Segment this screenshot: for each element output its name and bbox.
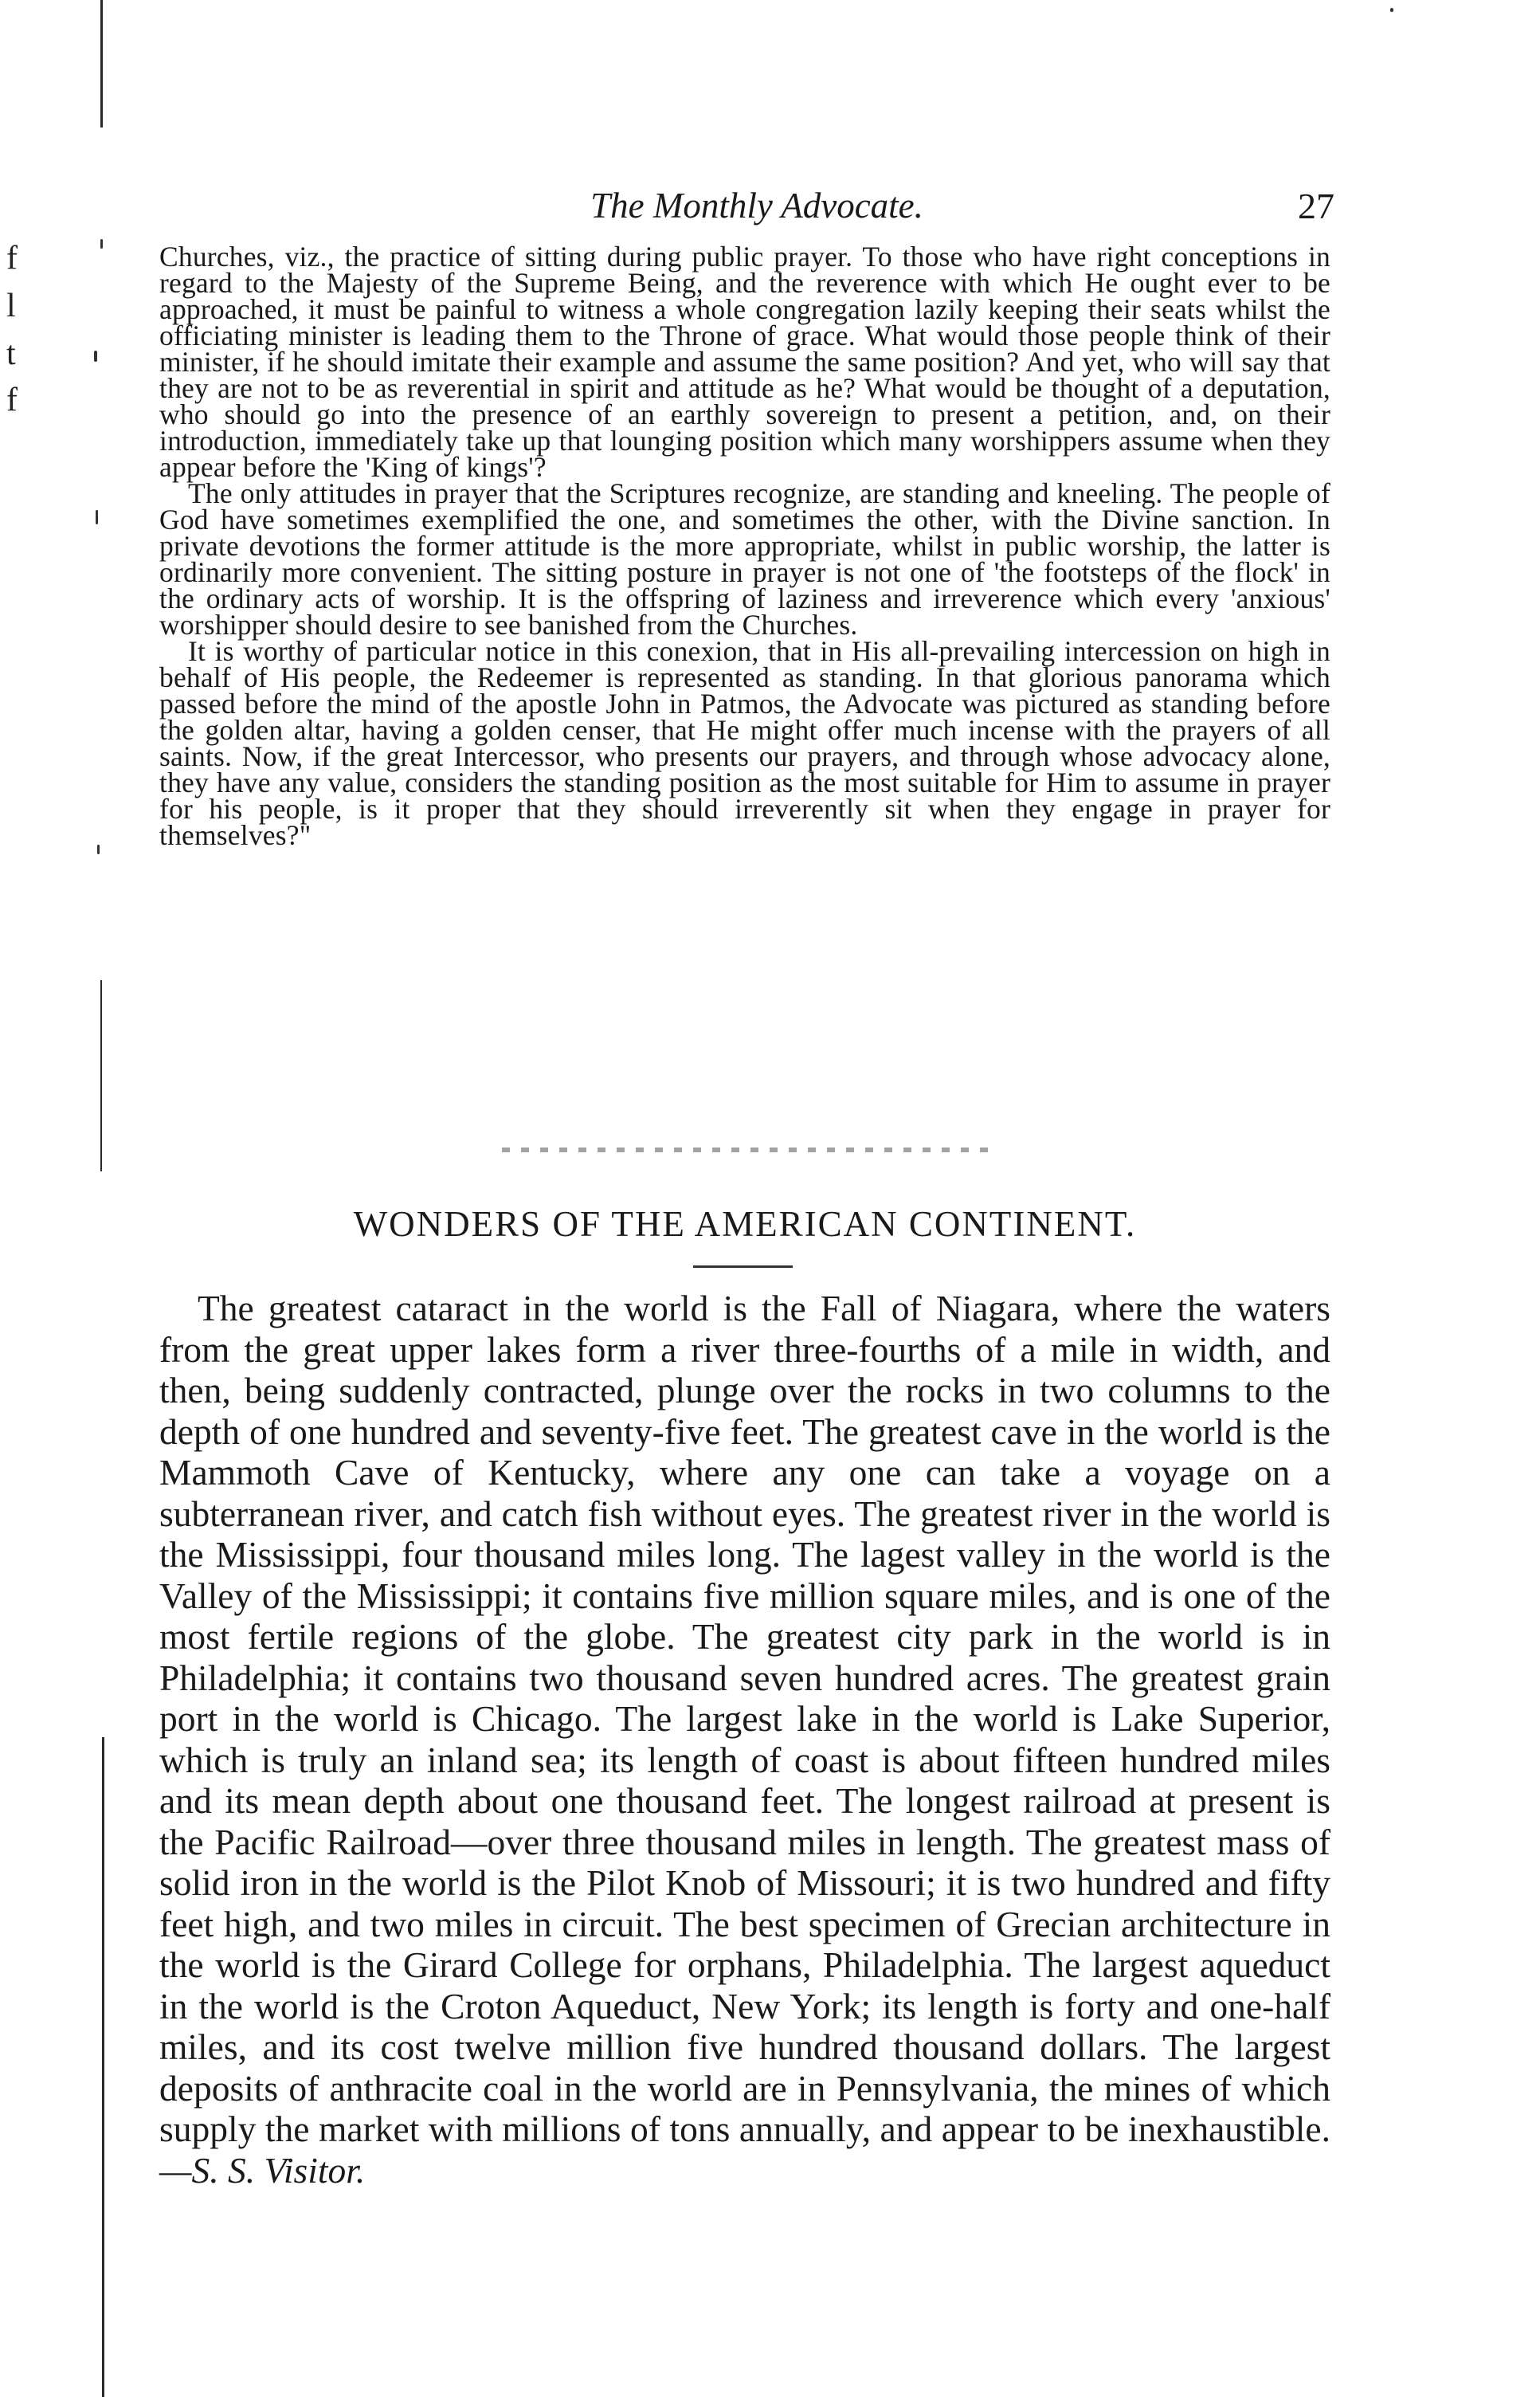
heading-rule bbox=[693, 1265, 793, 1268]
article-paragraph bbox=[159, 1288, 1330, 2191]
section-separator bbox=[502, 1148, 996, 1152]
scan-speck bbox=[96, 510, 98, 524]
article-heading: WONDERS OF THE AMERICAN CONTINENT. bbox=[353, 1204, 1137, 1244]
binding-edge-line-middle bbox=[100, 980, 102, 1171]
quote-paragraph: The only attitudes in prayer that the Scriptures recognize, are standing and kneeling. The people of God have sometimes exemplified the one, and sometimes the other, with the Divine sanction. In private devotions the former attitude is the more appropriate, whilst in public worship, the latter is ordinarily more convenient. The sitting posture in prayer is not one of 'the footsteps of the flock' in the ordinary acts of worship. It is the offspring of laziness and irreverence which every 'anxious' worshipper should desire to see banished from the Churches. bbox=[159, 477, 1330, 641]
page-number: 27 bbox=[1298, 186, 1334, 226]
scan-speck bbox=[97, 845, 100, 854]
scan-speck bbox=[100, 239, 103, 249]
quoted-passage bbox=[159, 241, 1330, 851]
quote-paragraph: It is worthy of particular notice in this conexion, that in His all-prevailing intercession on high in behalf of His people, the Redeemer is represented as standing. In that glorious panorama which passed before the mind of the apostle John in Patmos, the Advocate was pictured as standing before the golden altar, having a golden censer, that He might offer much incense with the prayers of all saints. Now, if the great Intercessor, who presents our prayers, and through whose advocacy alone, they have any value, considers the standing position as the most suitable for Him to assume in prayer for his people, is it proper that they should irreverently sit when they engage in prayer for themselves?" bbox=[159, 635, 1330, 851]
scan-speck bbox=[1390, 8, 1393, 12]
scan-speck bbox=[94, 351, 97, 362]
article-text: The greatest cataract in the world is the Fall of Niagara, where the waters from the great upper lakes form a river three-fourths of a mile in width, and then, being suddenly contracted, plunge over the rocks in two columns to the depth of one hundred and seventy-five feet. The greatest cave in the world is the Mammoth Cave of Kentucky, where any one can take a voyage on a subterranean river, and catch fish without eyes. The greatest river in the world is the Mississippi, four thousand miles long. The lagest valley in the world is the Valley of the Mississippi; it contains five million square miles, and is one of the most fertile regions of the globe. The greatest city park in the world is in Philadelphia; it contains two thousand seven hundred acres. The greatest grain port in the world is Chicago. The largest lake in the world is Lake Superior, which is truly an inland sea; its length of coast is about fifteen hundred miles and its mean depth about one thousand feet. The longest railroad at present is the Pacific Railroad—over three thousand miles in length. The greatest mass of solid iron in the world is the Pilot Knob of Missouri; it is two hundred and fifty feet high, and two miles in circuit. The best specimen of Grecian architecture in the world is the Girard College for orphans, Philadelphia. The largest aqueduct in the world is the Croton Aqueduct, New York; its length is forty and one-half miles, and its cost twelve million five hundred thousand dollars. The largest deposits of anthracite coal in the world are in Pennsylvania, the mines of which supply the market with millions of tons annually, and appear to be inexhaustible. bbox=[159, 1288, 1330, 2149]
article-body bbox=[159, 1288, 1330, 2191]
binding-edge-line-bottom bbox=[102, 1737, 104, 2397]
margin-fragment-letter: f bbox=[6, 382, 18, 418]
binding-edge-line-top bbox=[100, 0, 103, 128]
margin-fragment-letter: l bbox=[6, 288, 16, 324]
margin-fragment-letter: f bbox=[6, 240, 18, 277]
margin-fragment-letter: t bbox=[6, 335, 16, 372]
quote-paragraph: Churches, viz., the practice of sitting during public prayer. To those who have right conceptions in regard to the Majesty of the Supreme Being, and the reverence with which He ought ever to be approached, it must be painful to witness a whole congregation lazily keeping their seats whilst the officiating minister is leading them to the Throne of grace. What would those people think of their minister, if he should imitate their example and assume the same position? And yet, who will say that they are not to be as reverential in spirit and attitude as he? What would be thought of a deputation, who should go into the presence of an earthly sovereign to present a petition, and, on their introduction, immediately take up that lounging position which many worshippers assume when they appear before the 'King of kings'? bbox=[159, 241, 1330, 483]
running-head bbox=[159, 185, 1354, 233]
article-attribution: —S. S. Visitor. bbox=[159, 2149, 366, 2191]
journal-title: The Monthly Advocate. bbox=[590, 186, 923, 226]
